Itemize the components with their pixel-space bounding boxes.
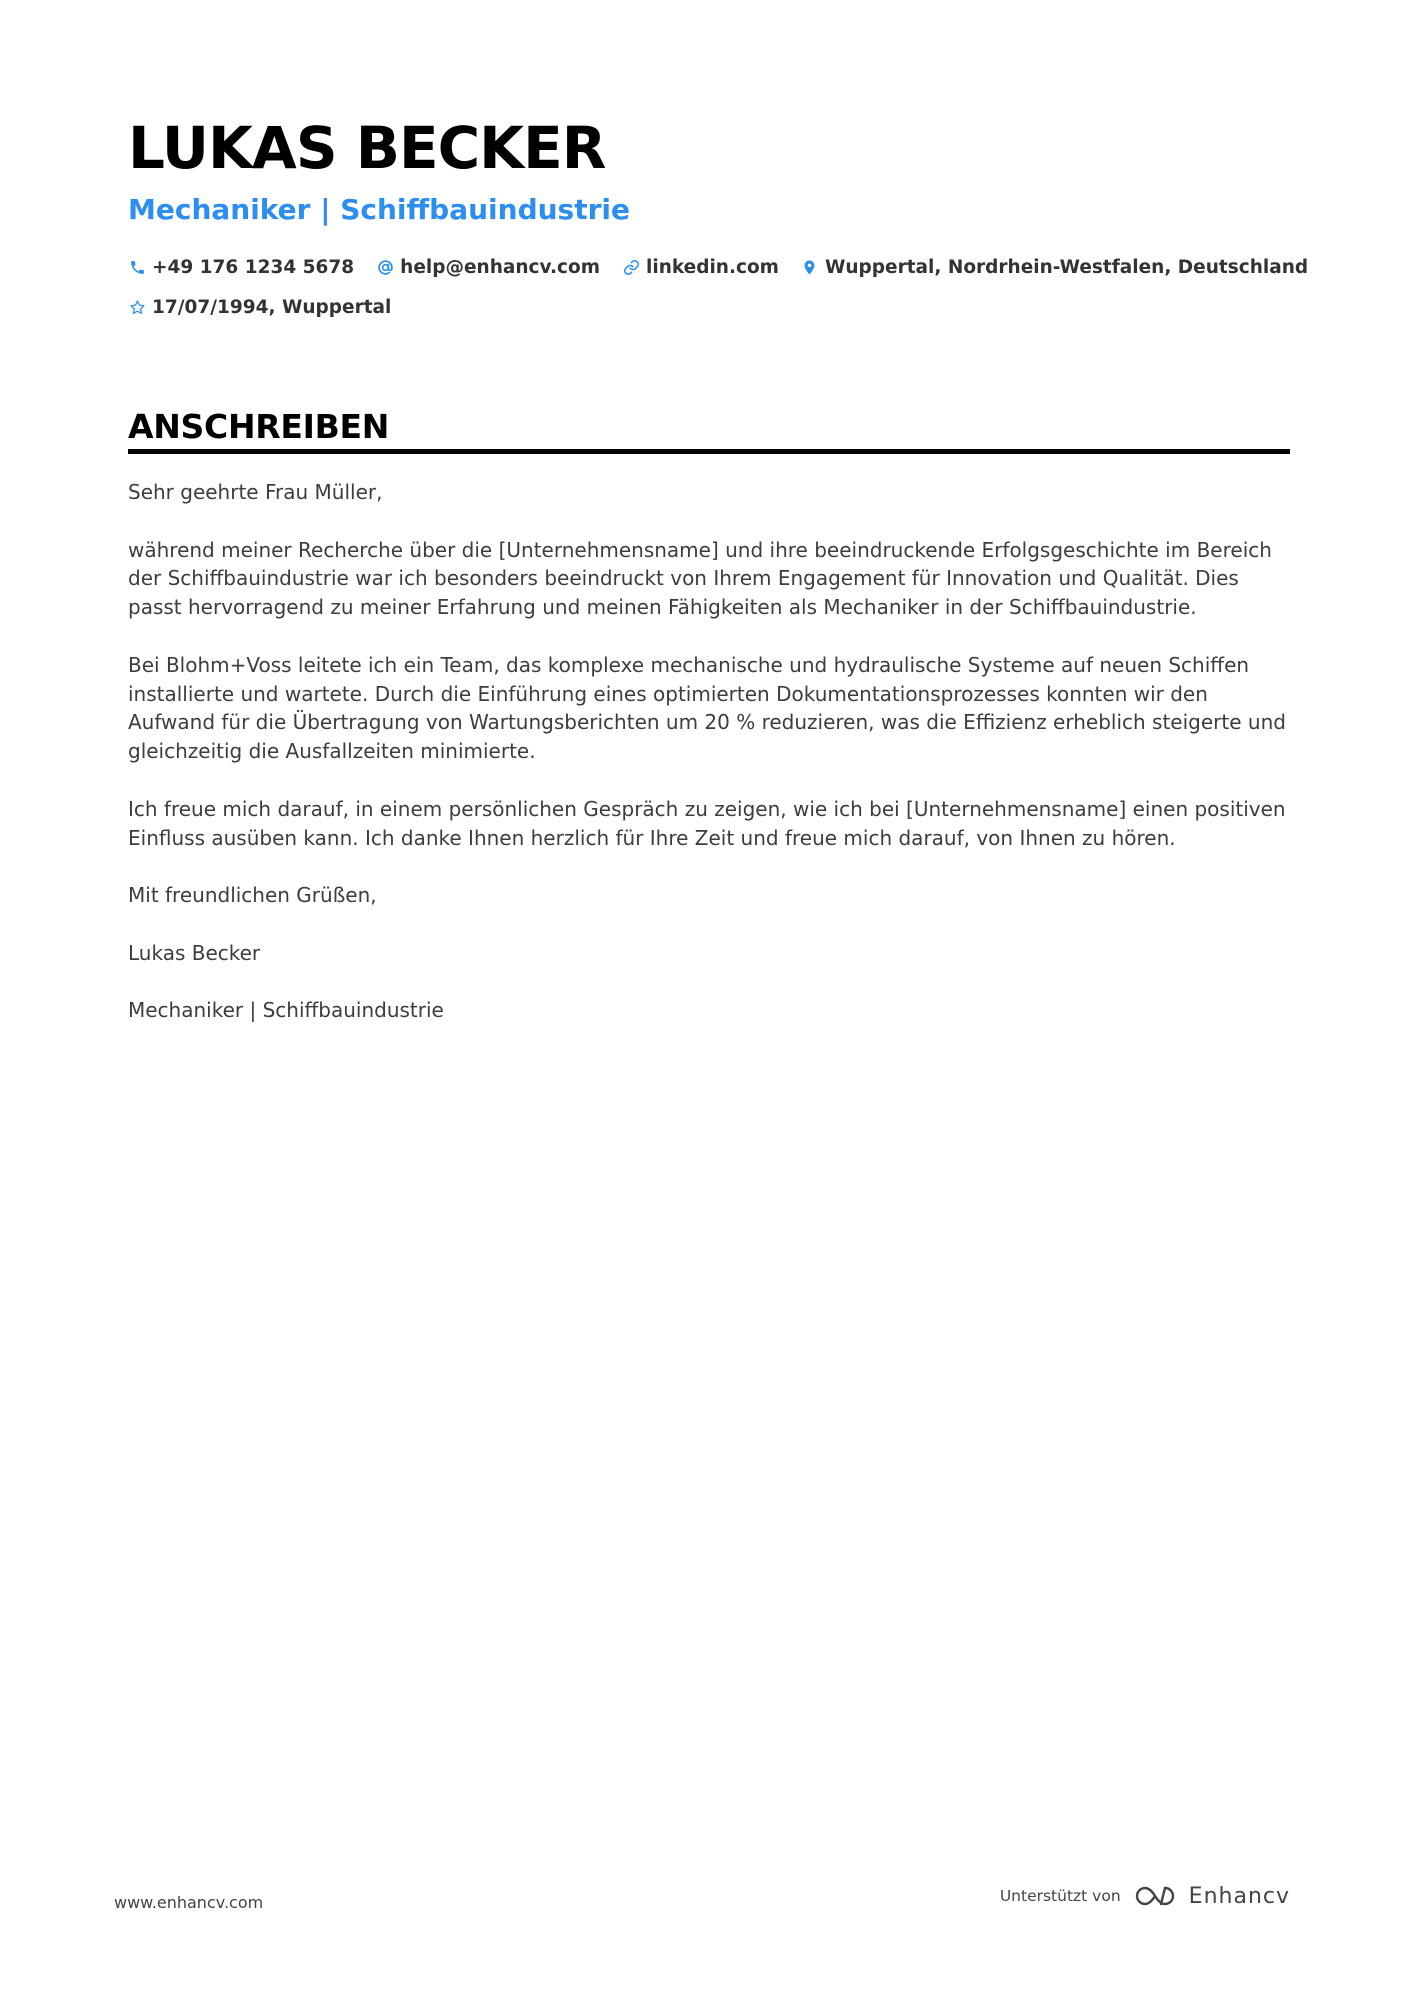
at-icon	[376, 258, 394, 276]
letter-salutation: Sehr geehrte Frau Müller,	[128, 480, 383, 504]
letter-paragraph: während meiner Recherche über die [Unternehmensname] und ihre beeindruckende Erfolgsgeschichte im Bereich der Schiffbauindustrie war ich besonders beeindruckt von Ihrem Engagement für Innovation und Qualität. Dies passt hervorragend zu meiner Erfahrung und meinen Fähigkeiten als Mechaniker in der Schiffbauindustrie.	[128, 537, 1272, 620]
letter-signature-name: Lukas Becker	[128, 940, 261, 965]
section-title: ANSCHREIBEN	[128, 407, 390, 446]
contact-phone-text: +49 176 1234 5678	[152, 256, 355, 278]
contact-location-text: Wuppertal, Nordrhein-Westfalen, Deutschland	[824, 256, 1309, 278]
letter-paragraph: Bei Blohm+Voss leitete ich ein Team, das komplexe mechanische und hydraulische Systeme auf neuen Schiffen installierte und wartete. Durch die Einführung eines optimierten Dokumentationsprozesses konnten wir den Aufwand für die Übertragung von Wartungsberichten um 20 % reduzieren, was die Effizienz erheblich steigerte und gleichzeitig die Ausfallzeiten minimierte.	[128, 652, 1286, 764]
enhancv-logo-icon	[1133, 1882, 1179, 1910]
contact-location	[801, 257, 1308, 278]
link-icon	[622, 258, 640, 276]
contact-birth-text: 17/07/1994, Wuppertal	[152, 296, 392, 318]
contact-email-text[interactable]: help@enhancv.com	[400, 256, 601, 278]
contact-phone	[128, 257, 354, 278]
contact-email[interactable]	[376, 257, 600, 278]
phone-icon	[128, 258, 146, 276]
contact-linkedin[interactable]	[622, 257, 779, 278]
powered-by-label: Unterstützt von	[999, 1887, 1121, 1905]
letter-paragraph: Ich freue mich darauf, in einem persönlichen Gespräch zu zeigen, wie ich bei [Unternehmensname] einen positiven Einfluss ausüben kann. Ich danke Ihnen herzlich für Ihre Zeit und freue mich darauf, von Ihnen zu hören.	[128, 796, 1286, 850]
contact-row	[128, 252, 1309, 282]
letter-signature-role: Mechaniker | Schiffbauindustrie	[128, 998, 444, 1023]
section-divider	[128, 449, 1290, 454]
contact-linkedin-text[interactable]: linkedin.com	[646, 256, 779, 278]
contact-row	[128, 292, 1288, 322]
contact-birth	[128, 297, 391, 318]
candidate-name: LUKAS BECKER	[128, 114, 606, 182]
footer-brand	[1000, 1882, 1290, 1910]
contact-info	[128, 252, 1309, 332]
location-pin-icon	[801, 258, 819, 276]
footer-url[interactable]: www.enhancv.com	[114, 1893, 264, 1912]
brand-name: Enhancv	[1188, 1883, 1290, 1909]
candidate-role: Mechaniker | Schiffbauindustrie	[128, 193, 631, 226]
letter-closing: Mit freundlichen Grüßen,	[128, 883, 377, 908]
letter-body	[128, 478, 1298, 1054]
star-icon	[128, 298, 146, 316]
